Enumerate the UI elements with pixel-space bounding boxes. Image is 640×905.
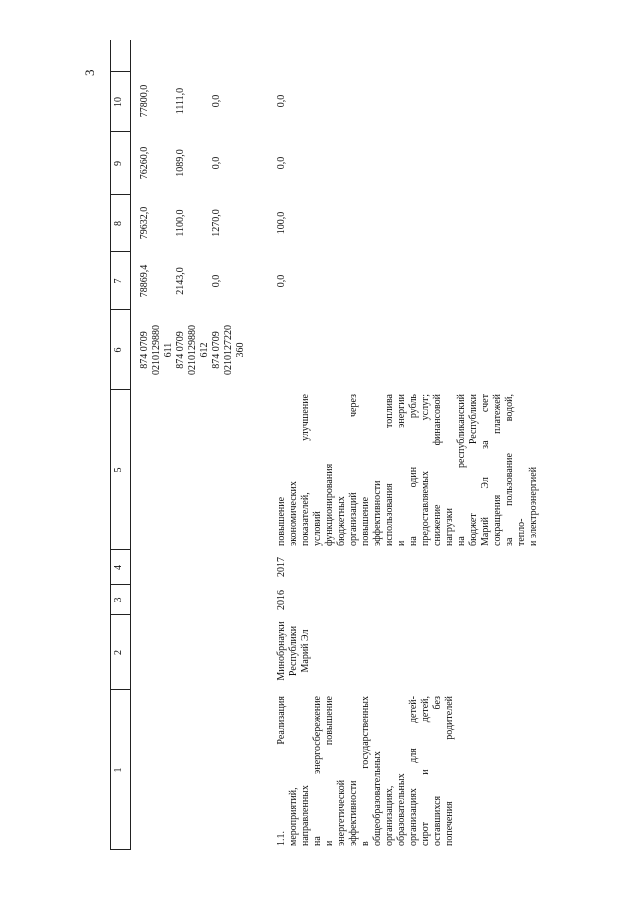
text-line: эффективности: [372, 480, 383, 546]
value-cell: 79632,0: [139, 206, 150, 240]
value-cell: 1100,0: [175, 209, 186, 237]
value-cell: 100,0: [276, 211, 287, 235]
text-line: эффективности: [348, 780, 359, 846]
value-cell: 1111,0: [175, 87, 186, 115]
text-line: бюджетных: [336, 496, 347, 546]
value-cell: 77800,0: [139, 84, 150, 118]
value-cell: 76260,0: [139, 146, 150, 180]
text-line: на один рубль: [408, 394, 419, 546]
text-line: и повышение: [324, 696, 335, 846]
text-line: и электроэнергией: [528, 466, 539, 546]
responsible-cell: [276, 616, 312, 686]
text-line: Минобрнауки: [276, 621, 287, 681]
text-line: повышение: [360, 496, 371, 546]
text-line: 611: [163, 342, 174, 358]
text-line: 874 0709: [139, 331, 150, 369]
text-line: общеобразовательных: [372, 751, 383, 846]
column-header: 1: [113, 767, 124, 773]
start-year-cell: 2016: [276, 590, 287, 610]
value-cell: 1089,0: [175, 149, 186, 177]
column-header: 9: [113, 161, 124, 166]
column-header: 7: [113, 278, 124, 284]
text-line: образовательных: [396, 773, 407, 846]
header-bottom-border: [130, 40, 131, 850]
text-line: сирот и детей,: [420, 696, 431, 846]
page-number: 3: [82, 69, 97, 76]
text-line: повышение: [276, 496, 287, 546]
text-line: за пользование водой,: [504, 394, 515, 546]
text-line: оставшихся без: [432, 696, 443, 846]
value-cell: 0,0: [276, 156, 287, 170]
value-cell: 0,0: [211, 94, 222, 108]
value-cell: 2143,0: [175, 267, 186, 295]
text-line: показателей, улучшение: [300, 394, 311, 546]
text-line: в государственных: [360, 696, 371, 846]
text-line: Марий Эл за счет: [480, 394, 491, 546]
text-line: нагрузки: [444, 508, 455, 546]
text-line: 874 0709: [211, 331, 222, 369]
text-line: на республиканский: [456, 394, 467, 546]
budget-code-cell: [139, 312, 247, 388]
end-year-cell: 2017: [276, 557, 287, 577]
text-line: экономических: [288, 481, 299, 546]
value-cell: 0,0: [276, 94, 287, 108]
text-line: сокращения платежей: [492, 394, 503, 546]
text-line: функционирования: [324, 463, 335, 546]
text-line: 0210127220: [223, 325, 234, 375]
text-line: энергетической: [336, 779, 347, 846]
text-line: использования топлива: [384, 394, 395, 546]
measure-name-cell: [276, 696, 456, 846]
text-line: 1.1. Реализация: [276, 696, 287, 846]
text-line: условий: [312, 511, 323, 546]
text-line: тепло-: [516, 518, 527, 546]
text-line: 612: [199, 342, 210, 358]
column-header: 2: [113, 650, 124, 655]
text-line: на энергосбережение: [312, 696, 323, 846]
value-cell: 0,0: [276, 274, 287, 288]
table-top-border: [110, 40, 111, 850]
text-line: организаций через: [348, 394, 359, 546]
text-line: попечения родителей: [444, 696, 455, 846]
text-line: предоставляемых услуг;: [420, 394, 431, 546]
value-cell: 0,0: [211, 156, 222, 170]
column-header: 6: [113, 347, 124, 353]
value-cell: 0,0: [211, 274, 222, 288]
expected-result-cell: [276, 394, 540, 546]
text-line: 360: [235, 342, 246, 358]
column-header: 4: [113, 565, 124, 570]
column-header: 8: [113, 221, 124, 226]
column-header: 3: [113, 597, 124, 603]
text-line: организациях для детей-: [408, 696, 419, 846]
text-line: снижение финансовой: [432, 394, 443, 546]
text-line: Марий Эл: [300, 629, 311, 673]
text-line: 874 0709: [175, 331, 186, 369]
text-line: и энергии: [396, 394, 407, 546]
text-line: мероприятий,: [288, 787, 299, 846]
column-header: 10: [113, 97, 124, 107]
value-cell: 1270,0: [211, 209, 222, 237]
column-header: 5: [113, 467, 124, 473]
text-line: бюджет Республики: [468, 394, 479, 546]
text-line: организациях,: [384, 785, 395, 846]
text-line: направленных: [300, 785, 311, 846]
value-cell: 78869,4: [139, 264, 150, 298]
text-line: 0210129880: [151, 325, 162, 375]
rotated-table: [110, 40, 630, 850]
text-line: Республики: [288, 625, 299, 677]
text-line: 0210129880: [187, 325, 198, 375]
